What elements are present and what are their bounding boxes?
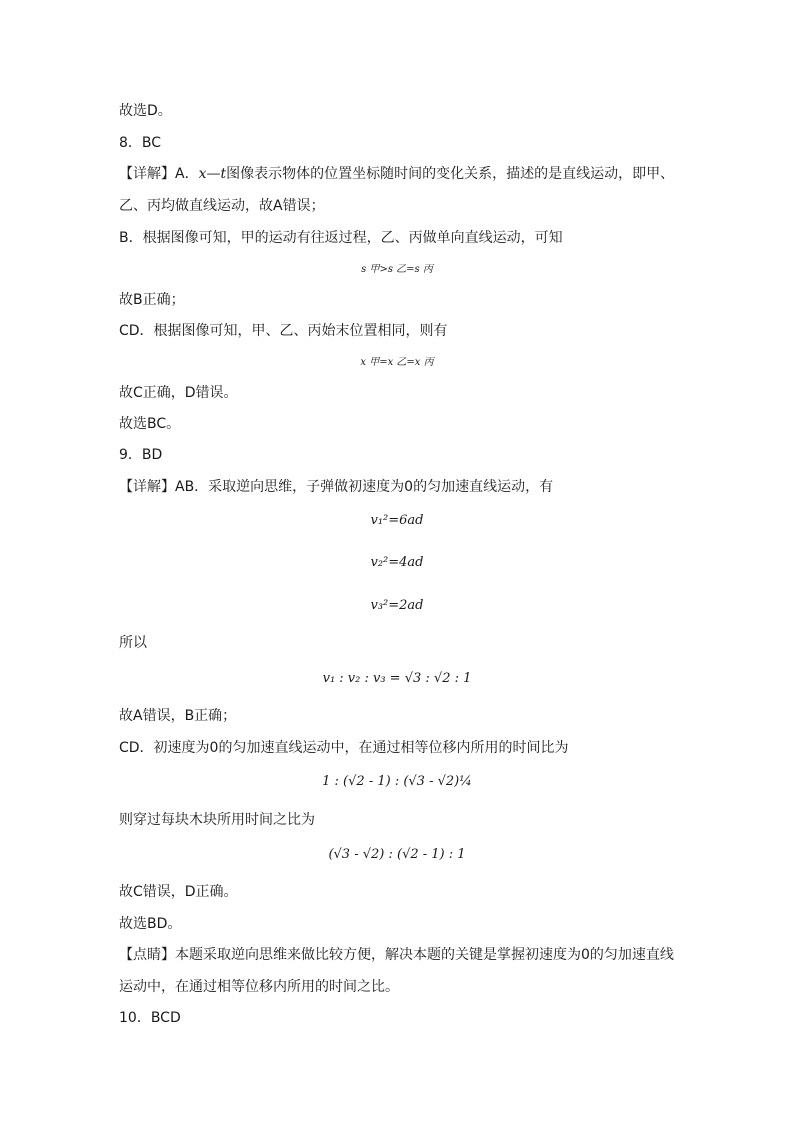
answer-conclusion-9: 故选BD。: [119, 916, 182, 932]
detail-text: 图像表示物体的位置坐标随时间的变化关系，描述的是直线运动，即甲、: [226, 166, 675, 182]
question-8-detail-cd: CD．根据图像可知，甲、乙、丙始末位置相同，则有: [119, 323, 448, 339]
question-9-detail-ab: 【详解】AB．采取逆向思维，子弹做初速度为0的匀加速直线运动，有: [119, 479, 554, 495]
therefore-label: 所以: [119, 635, 147, 651]
question-8-detail-b: B．根据图像可知，甲的运动有往返过程，乙、丙做单向直线运动，可知: [119, 230, 563, 246]
question-10-answer: 10．BCD: [119, 1010, 181, 1026]
equation-velocity-ratio: v₁ : v₂ : v₃ = √3 : √2 : 1: [322, 671, 472, 686]
x-t-variable: x—t: [198, 166, 227, 182]
answer-conclusion-8: 故选BC。: [119, 416, 181, 432]
equation-displacements: x 甲=x 乙=x 丙: [360, 357, 434, 368]
equation-time-ratio-equal-displacement: 1 : (√2 - 1) : (√3 - √2)¼: [322, 774, 472, 789]
question-8-b-correct: 故B正确；: [119, 292, 185, 308]
equation-v3-squared: v₃²=2ad: [370, 598, 424, 613]
answer-conclusion-7: 故选D。: [119, 103, 172, 119]
question-9-block-time-text: 则穿过每块木块所用时间之比为: [119, 812, 315, 828]
equation-block-time-ratio: (√3 - √2) : (√2 - 1) : 1: [328, 847, 466, 862]
question-9-detail-cd: CD．初速度为0的匀加速直线运动中，在通过相等位移内所用的时间比为: [119, 740, 569, 756]
question-8-cd-result: 故C正确，D错误。: [119, 385, 238, 401]
tip-paragraph-line-2: 运动中，在通过相等位移内所用的时间之比。: [119, 979, 399, 995]
detail-label: 【详解】A．: [119, 166, 199, 182]
equation-path-lengths: s 甲>s 乙=s 丙: [361, 264, 433, 275]
question-8-detail-a: [119, 164, 674, 184]
tip-paragraph-line-1: 【点睛】本题采取逆向思维来做比较方便，解决本题的关键是掌握初速度为0的匀加速直线: [119, 947, 674, 963]
question-8-detail-a-cont: 乙、丙均做直线运动，故A错误；: [119, 198, 325, 214]
equation-v1-squared: v₁²=6ad: [370, 513, 424, 528]
question-9-answer: 9．BD: [119, 447, 163, 463]
question-8-answer: 8．BC: [119, 135, 162, 151]
equation-v2-squared: v₂²=4ad: [370, 555, 424, 570]
question-9-cd-result: 故C错误，D正确。: [119, 884, 238, 900]
question-9-ab-result: 故A错误，B正确；: [119, 708, 237, 724]
